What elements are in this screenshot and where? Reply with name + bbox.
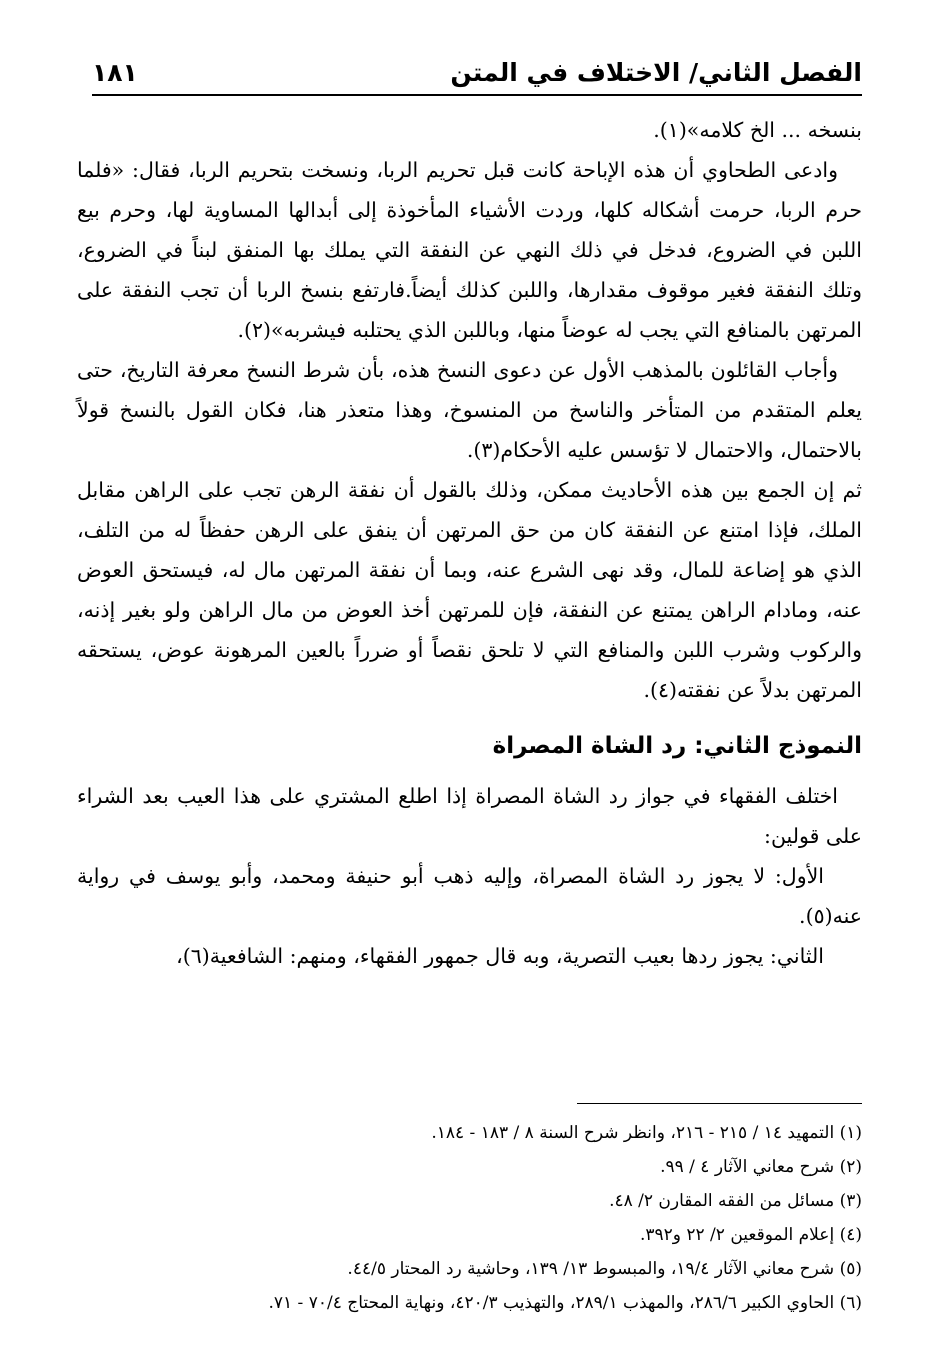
footnote-6: (٦) الحاوي الكبير ٢٨٦/٦، والمهذب ٢٨٩/١، والتهذيب ٤٢٠/٣، ونهاية المحتاج ٧٠/٤ - ٧١.	[268, 1293, 862, 1313]
paragraph-tahawi-claim: وادعى الطحاوي أن هذه الإباحة كانت قبل تحريم الربا، ونسخت بتحريم الربا، فقال: «فلما حرم الربا، حرمت أشكاله كلها، وردت الأشياء المأخوذة إلى أبدالها المساوية لها، وحرم بيع اللبن في الضروع، فدخل في ذلك النهي عن النفقة التي يملك بها المنفق لبناً في الضروع، وتلك النفقة فغير موقوف مقدارها، واللبن كذلك أيضاً.فارتفع بنسخ الربا أن تجب النفقة على المرتهن بالمنافع التي يجب له عوضاً منها، وباللبن الذي يحتلبه فيشربه»(٢).	[77, 158, 862, 342]
footnote-3: (٣) مسائل من الفقه المقارن ٢/ ٤٨.	[609, 1191, 862, 1211]
running-title: الفصل الثاني/ الاختلاف في المتن	[450, 58, 862, 87]
footnote-2: (٢) شرح معاني الآثار ٤ / ٩٩.	[660, 1157, 862, 1177]
page-header	[92, 52, 862, 96]
footnote-1: (١) التمهيد ١٤ / ٢١٥ - ٢١٦، وانظر شرح السنة ٨ / ١٨٣ - ١٨٤.	[431, 1123, 862, 1143]
page-number: ١٨١	[92, 58, 138, 87]
paragraph-first-opinion-reply: وأجاب القائلون بالمذهب الأول عن دعوى النسخ هذه، بأن شرط النسخ معرفة التاريخ، حتى يعلم المتقدم من المتأخر والناسخ من المنسوخ، وهذا متعذر هنا، فكان القول بالنسخ قولاً بالاحتمال، والاحتمال لا تؤسس عليه الأحكام(٣).	[77, 358, 862, 462]
footnote-5: (٥) شرح معاني الآثار ١٩/٤، والمبسوط ١٣/ ١٣٩، وحاشية رد المحتار ٤٤/٥.	[347, 1259, 862, 1279]
paragraph-disagreement: اختلف الفقهاء في جواز رد الشاة المصراة إذا اطلع المشتري على هذا العيب بعد الشراء على قولين:	[77, 784, 862, 848]
paragraph-reconciliation: ثم إن الجمع بين هذه الأحاديث ممكن، وذلك بالقول أن نفقة الرهن تجب على الراهن مقابل الملك، فإذا امتنع عن النفقة كان من حق المرتهن أن ينفق على الرهن حفظاً له من التلف، الذي هو إضاعة للمال، وقد نهى الشرع عنه، وبما أن نفقة المرتهن مال له، فيستحق العوض عنه، ومادام الراهن يمتنع عن النفقة، فإن للمرتهن أخذ العوض من مال الراهن ولو بغير إذنه، والركوب وشرب اللبن والمنافع التي لا تلحق نقصاً أو ضرراً بالعين المرهونة عوض، يستحقه المرتهن بدلاً عن نفقته(٤).	[77, 478, 862, 702]
footnotes	[77, 1116, 862, 1320]
footnote-divider	[577, 1103, 862, 1104]
footnote-4: (٤) إعلام الموقعين ٢/ ٢٢ و٣٩٢.	[639, 1225, 862, 1245]
section-heading: النموذج الثاني: رد الشاة المصراة	[492, 733, 862, 759]
paragraph-continuation: بنسخه ... الخ كلامه»(١).	[653, 118, 862, 142]
main-text	[77, 110, 862, 976]
paragraph-first-view: الأول: لا يجوز رد الشاة المصراة، وإليه ذهب أبو حنيفة ومحمد، وأبو يوسف في رواية عنه(٥).	[77, 864, 862, 928]
paragraph-second-view: الثاني: يجوز ردها بعيب التصرية، وبه قال جمهور الفقهاء، ومنهم: الشافعية(٦)،	[176, 944, 824, 968]
